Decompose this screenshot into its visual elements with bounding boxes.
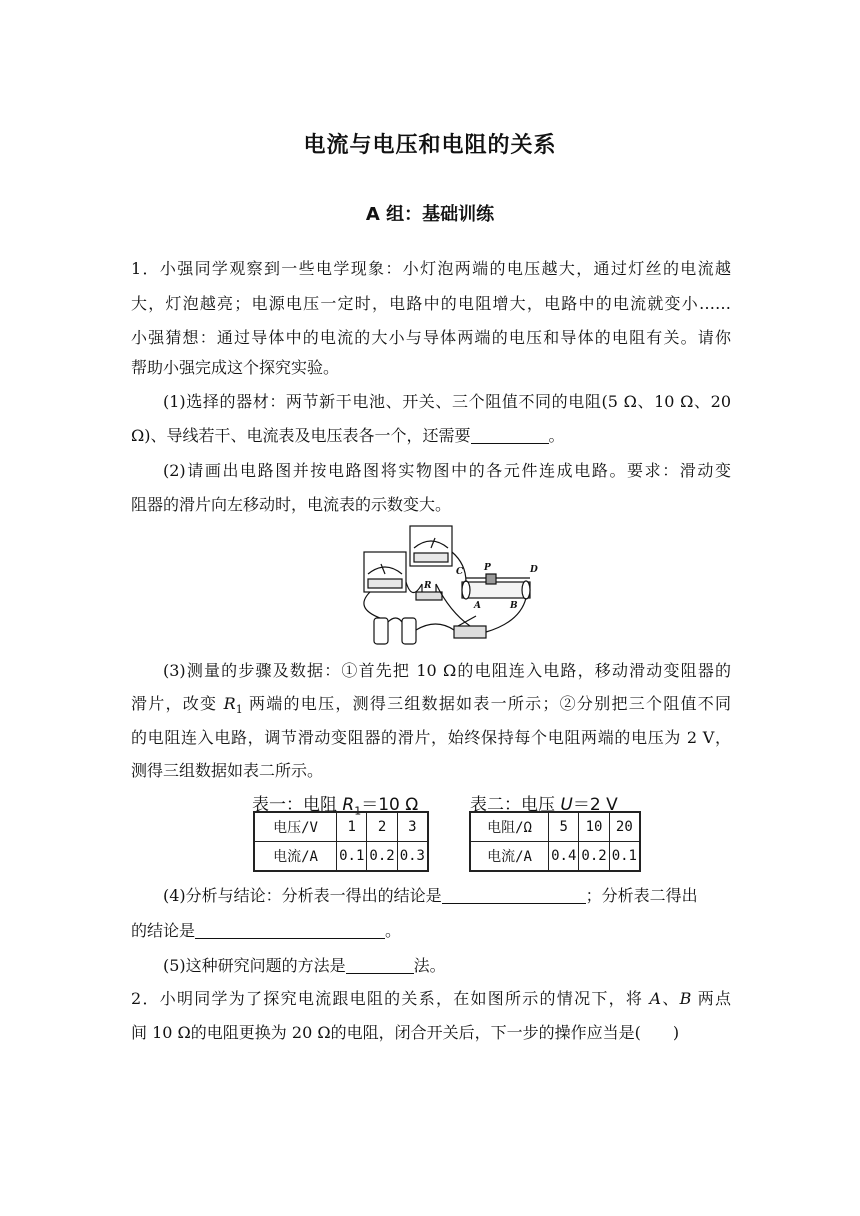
table-cell: 0.1	[337, 842, 367, 872]
q1-part3-line-1: (3)测量的步骤及数据：①首先把 10 Ω的电阻连入电路，移动滑动变阻器的	[163, 661, 731, 680]
table2-title-text: 表二：电压	[470, 795, 561, 815]
table2-title-value: ＝2 V	[572, 795, 618, 815]
q1-part3-line-2	[131, 694, 731, 720]
table-cell: 1	[337, 812, 367, 842]
q1-part3-text-a: 滑片，改变	[131, 694, 224, 713]
table1-title-text: 表一：电阻	[252, 795, 343, 815]
q1-part5-text-a: (5)这种研究问题的方法是	[163, 956, 346, 975]
table-cell: 0.3	[397, 842, 428, 872]
section-heading: A 组：基础训练	[365, 204, 495, 225]
table-cell: 0.1	[609, 842, 640, 872]
point-b-label: B	[679, 989, 692, 1008]
table1-title-sub: 1	[354, 804, 362, 818]
table1-row-label: 电流/A	[254, 842, 337, 872]
table1-row-label: 电压/V	[254, 812, 337, 842]
table1-title-value: ＝10 Ω	[361, 795, 419, 815]
q1-part1-line-2	[131, 426, 731, 446]
table2-row-label: 电阻/Ω	[470, 812, 549, 842]
q1-part5-text-b: 法。	[413, 956, 446, 975]
q2-text-b: 、	[661, 989, 680, 1008]
table-row	[254, 842, 428, 872]
q1-part4-text-b: ；分析表二得出	[585, 886, 698, 905]
q1-stem-line-2: 大，灯泡越亮；电源电压一定时，电路中的电阻增大，电路中的电流就变小……	[131, 294, 731, 313]
q1-part3-line-3: 的电阻连入电路，调节滑动变阻器的滑片，始终保持每个电阻两端的电压为 2 V，	[131, 728, 731, 747]
figure-label-p: P	[484, 563, 491, 573]
resistor-symbol: R	[223, 694, 236, 713]
q1-stem-line-4: 帮助小强完成这个探究实验。	[131, 358, 340, 377]
table1-title-var: R	[342, 795, 355, 815]
q1-part1-text: Ω)、导线若干、电流表及电压表各一个，还需要	[131, 426, 471, 445]
q1-part4-text-a: (4)分析与结论：分析表一得出的结论是	[163, 886, 442, 905]
table2	[469, 811, 641, 872]
table-row	[470, 812, 640, 842]
figure-label-d: D	[530, 565, 538, 575]
battery-icon	[402, 618, 416, 644]
q1-part2-line-1: (2)请画出电路图并按电路图将实物图中的各元件连成电路。要求：滑动变	[163, 461, 731, 480]
table-cell: 2	[367, 812, 397, 842]
resistor-subscript: 1	[235, 703, 243, 717]
answer-blank-conclusion-1[interactable]	[442, 887, 586, 904]
q2-text-a: 2．小明同学为了探究电流跟电阻的关系，在如图所示的情况下，将	[131, 989, 650, 1008]
page-title: 电流与电压和电阻的关系	[303, 133, 557, 158]
table-cell: 0.2	[579, 842, 609, 872]
q1-part3-line-4: 测得三组数据如表二所示。	[131, 761, 324, 780]
answer-blank-equipment[interactable]	[471, 427, 549, 444]
table-row	[254, 812, 428, 842]
q2-text-c: 两点	[691, 989, 731, 1008]
table-cell: 0.2	[367, 842, 397, 872]
figure-label-b: B	[510, 601, 518, 611]
table2-title-var: U	[560, 795, 573, 815]
table-cell: 20	[609, 812, 640, 842]
table-row	[470, 842, 640, 872]
resistor-icon	[416, 592, 442, 600]
q1-part1-line-1: (1)选择的器材：两节新干电池、开关、三个阻值不同的电阻(5 Ω、10 Ω、20	[163, 392, 731, 411]
q1-stem-line-1: 1．小强同学观察到一些电学现象：小灯泡两端的电压越大，通过灯丝的电流越	[131, 259, 731, 278]
circuit-apparatus-figure	[350, 522, 550, 650]
figure-label-c: C	[456, 567, 464, 577]
q1-part3-text-b: 两端的电压，测得三组数据如表一所示；②分别把三个阻值不同	[242, 694, 731, 713]
answer-blank-method[interactable]	[346, 957, 414, 974]
q1-stem-line-3: 小强猜想：通过导体中的电流的大小与导体两端的电压和导体的电阻有关。请你	[131, 328, 731, 347]
q1-part2-line-2: 阻器的滑片向左移动时，电流表的示数变大。	[131, 495, 452, 514]
q1-part5-line	[163, 956, 731, 976]
point-a-label: A	[649, 989, 662, 1008]
figure-label-r: R	[424, 581, 432, 591]
q2-line-2: 间 10 Ω的电阻更换为 20 Ω的电阻，闭合开关后，下一步的操作应当是( )	[131, 1023, 680, 1042]
table-cell: 0.4	[549, 842, 579, 872]
figure-label-a: A	[474, 601, 481, 611]
table-cell: 3	[397, 812, 428, 842]
answer-blank-conclusion-2[interactable]	[195, 922, 385, 939]
switch-icon	[454, 626, 486, 638]
q1-part4-line-2	[131, 921, 731, 941]
table-cell: 10	[579, 812, 609, 842]
q1-part4-text-c: 的结论是	[131, 921, 196, 940]
table-cell: 5	[549, 812, 579, 842]
q2-line-1	[131, 989, 731, 1009]
q1-part4-text-d: 。	[385, 921, 402, 940]
q1-part1-end: 。	[548, 426, 565, 445]
table1	[253, 811, 429, 872]
table2-row-label: 电流/A	[470, 842, 549, 872]
battery-icon	[374, 618, 388, 644]
q1-part4-line-1	[163, 886, 731, 906]
